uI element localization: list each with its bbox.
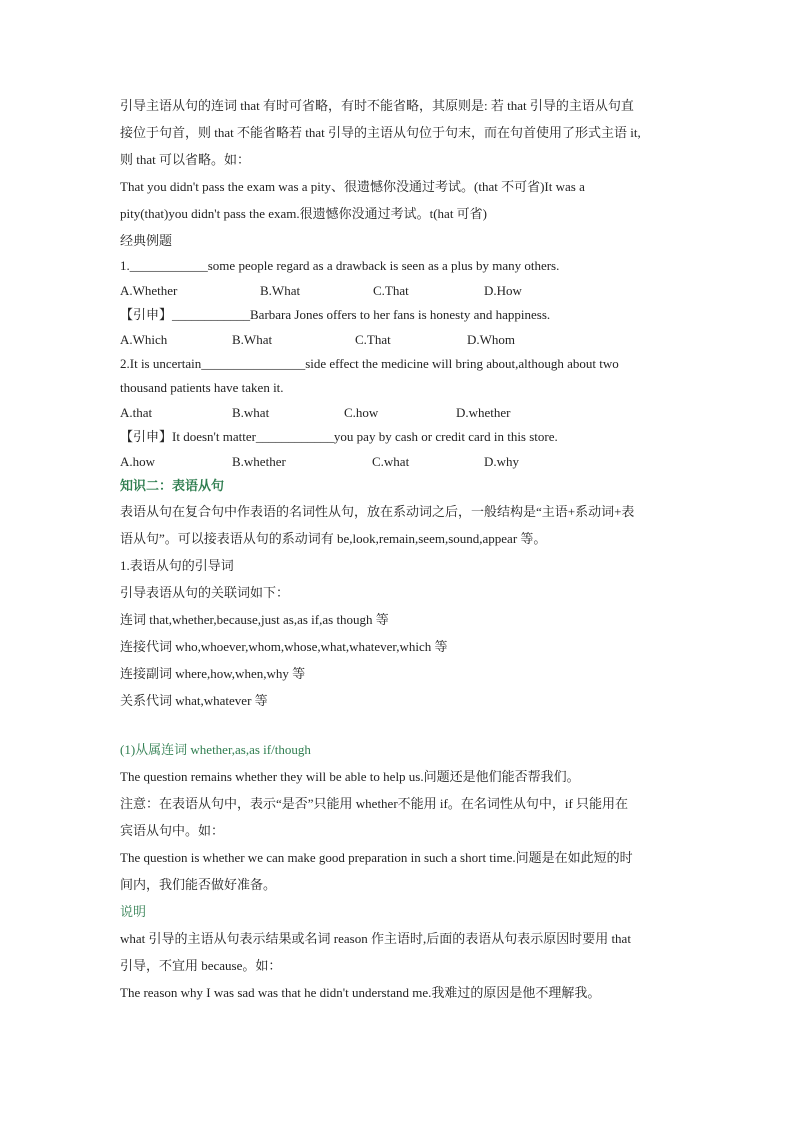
section-2-desc-1: 表语从句在复合句中作表语的名词性从句，放在系动词之后，一般结构是“主语+系动词+表	[120, 504, 635, 519]
list-item-relative-pronoun: 关系代词 what,whatever 等	[120, 693, 268, 708]
intro-line-2: 接位于句首，则 that 不能省略若 that 引导的主语从句位于句末，而在句首使用了形式主语 it,	[120, 125, 641, 140]
question-2-options	[120, 400, 676, 425]
option-b: B.what	[232, 405, 270, 420]
spacer	[120, 714, 676, 736]
question-2-stem-line-1: 2.It is uncertain________________side effect the medicine will bring about,although about two	[120, 356, 619, 371]
question-1-extension-stem: 【引申】____________Barbara Jones offers to her fans is honesty and happiness.	[120, 307, 551, 322]
intro-line-3: 则 that 可以省略。如：	[120, 152, 250, 167]
question-2-extension-stem: 【引申】It doesn't matter____________you pay by cash or credit card in this store.	[120, 429, 558, 444]
list-item-conjunction: 连词 that,whether,because,just as,as if,as though 等	[120, 612, 389, 627]
section-2-sub-desc: 引导表语从句的关联词如下：	[120, 585, 290, 600]
option-b: B.What	[260, 283, 301, 298]
part-1-example-1: The question remains whether they will be able to help us.问题还是他们能否帮我们。	[120, 769, 580, 784]
explain-line-2: 引导，不宜用 because。如：	[120, 958, 282, 973]
option-b: B.What	[232, 332, 273, 347]
question-2-extension-options	[120, 449, 676, 474]
document-page	[120, 92, 676, 1006]
option-c: C.That	[355, 332, 391, 347]
section-2-subheading: 1.表语从句的引导词	[120, 558, 234, 573]
part-1-example-2b: 间内，我们能否做好准备。	[120, 877, 277, 892]
option-b: B.whether	[232, 454, 286, 469]
option-d: D.why	[484, 454, 520, 469]
option-a: A.how	[120, 454, 156, 469]
intro-example-1: That you didn't pass the exam was a pity、很遗憾你没通过考试。(that 不可省)It was a	[120, 179, 585, 194]
option-d: D.How	[484, 283, 522, 298]
option-d: D.whether	[456, 405, 511, 420]
option-c: C.how	[344, 405, 379, 420]
question-1-extension-options	[120, 327, 676, 352]
option-c: C.what	[372, 454, 410, 469]
option-a: A.Which	[120, 332, 168, 347]
part-1-heading: (1)从属连词 whether,as,as if/though	[120, 742, 311, 757]
question-1-stem: 1.____________some people regard as a drawback is seen as a plus by many others.	[120, 258, 560, 273]
part-1-example-2a: The question is whether we can make good preparation in such a short time.问题是在如此短的时	[120, 850, 633, 865]
option-d: D.Whom	[467, 332, 516, 347]
option-c: C.That	[373, 283, 409, 298]
part-1-note-2: 宾语从句中。如：	[120, 823, 225, 838]
explain-label: 说明	[120, 904, 147, 919]
intro-line-1: 引导主语从句的连词 that 有时可省略，有时不能省略，其原则是: 若 that 引导的主语从句直	[120, 98, 634, 113]
part-1-note-1: 注意：在表语从句中，表示“是否”只能用 whether不能用 if。在名词性从句中，if 只能用在	[120, 796, 629, 811]
option-a: A.Whether	[120, 283, 178, 298]
section-2-desc-2: 语从句”。可以接表语从句的系动词有 be,look,remain,seem,sound,appear 等。	[120, 531, 547, 546]
question-2-stem-line-2: thousand patients have taken it.	[120, 380, 284, 395]
intro-example-2: pity(that)you didn't pass the exam.很遗憾你没通过考试。t(hat 可省)	[120, 206, 488, 221]
section-2-heading: 知识二：表语从句	[120, 478, 225, 493]
explain-line-1: what 引导的主语从句表示结果或名词 reason 作主语时,后面的表语从句表示原因时要用 that	[120, 931, 631, 946]
examples-title: 经典例题	[120, 233, 173, 248]
list-item-connective-pronoun: 连接代词 who,whoever,whom,whose,what,whatever,which 等	[120, 639, 448, 654]
part-1-example-3: The reason why I was sad was that he didn't understand me.我难过的原因是他不理解我。	[120, 985, 601, 1000]
option-a: A.that	[120, 405, 153, 420]
question-1-options	[120, 278, 676, 303]
list-item-connective-adverb: 连接副词 where,how,when,why 等	[120, 666, 306, 681]
